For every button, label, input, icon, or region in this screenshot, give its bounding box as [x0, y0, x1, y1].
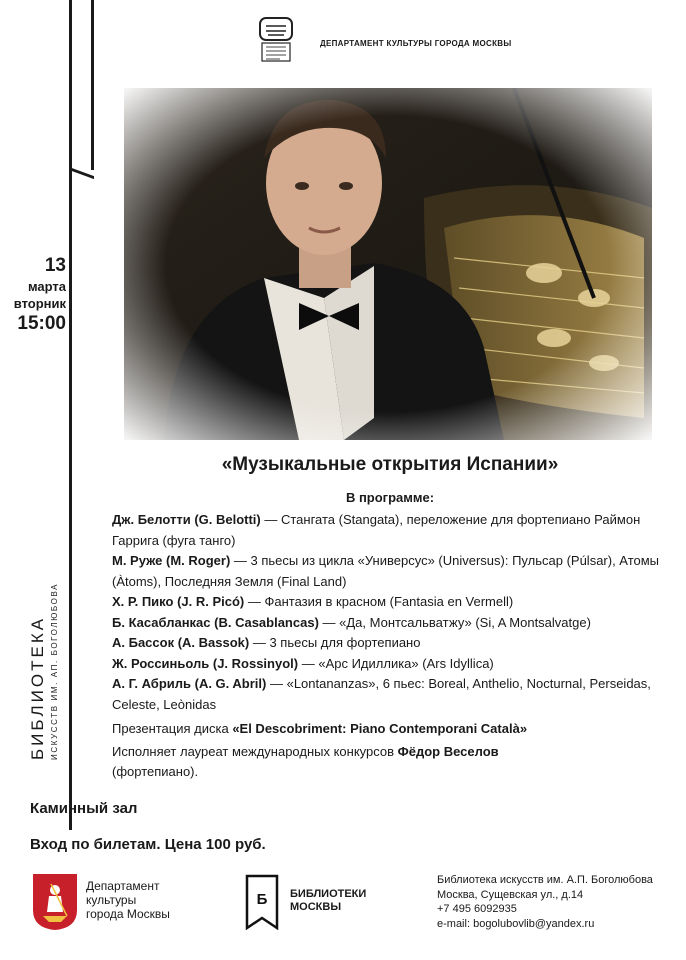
library-vertical-title: БИБЛИОТЕКА — [28, 615, 47, 760]
address-name: Библиотека искусств им. А.П. Боголюбова — [437, 874, 653, 886]
entry-price: Вход по билетам. Цена 100 руб. — [30, 836, 266, 853]
event-title: «Музыкальные открытия Испании» — [221, 454, 559, 475]
libraries-caption-line: МОСКВЫ — [290, 901, 342, 913]
libraries-caption-line: БИБЛИОТЕКИ — [290, 888, 367, 900]
program-work: — Стангата (Stangata), переложение для фортепиано Раймон Гаррига (фуга танго) — [112, 512, 641, 548]
program-item — [112, 510, 672, 551]
performer-prefix: Исполняет лауреат международных конкурсов — [112, 743, 398, 759]
program-work: — 3 пьесы для фортепиано — [249, 635, 421, 650]
program-composer: А. Г. Абриль (A. G. Abril) — [112, 676, 267, 691]
library-vertical-caption — [28, 580, 68, 760]
library-crest-logo — [258, 16, 294, 64]
library-vertical-subtitle: ИСКУССТВ ИМ. АП. БОГОЛЮБОВА — [50, 582, 59, 760]
moscow-libraries-logo — [245, 874, 279, 930]
program-composer: Х. Р. Пико (J. R. Picó) — [112, 594, 245, 609]
moscow-libraries-caption — [290, 888, 366, 914]
program-item — [112, 654, 672, 675]
program-heading: В программе: — [345, 490, 435, 505]
event-date — [4, 254, 66, 336]
performer-suffix: (фортепиано). — [112, 764, 199, 779]
moscow-dept-caption — [86, 879, 170, 921]
contact-info — [437, 873, 653, 931]
libraries-logo-letter: Б — [256, 891, 268, 908]
program-composer: Ж. Россиньоль (J. Rossinyol) — [112, 655, 299, 671]
event-day: 13 — [44, 255, 66, 276]
decorative-vertical-line — [69, 0, 72, 830]
pianist-photo — [124, 88, 652, 440]
program-work: — «Да, Монтсальватжу» (Si, A Montsalvatge) — [318, 614, 591, 630]
program-composer: М. Руже (M. Roger) — [112, 553, 231, 568]
department-header: ДЕПАРТАМЕНТ КУЛЬТУРЫ ГОРОДА МОСКВЫ — [320, 39, 512, 48]
phone-number: +7 495 6092935 — [437, 903, 517, 915]
program-item — [112, 633, 672, 654]
disc-prefix: Презентация диска — [112, 721, 233, 736]
address-street: Москва, Сущевская ул., д.14 — [437, 888, 584, 901]
program-item — [112, 592, 672, 613]
program-list — [112, 510, 672, 783]
event-weekday: вторник — [13, 296, 66, 311]
mos-caption-line: города Москвы — [86, 907, 170, 921]
email-label: e-mail: — [437, 917, 471, 930]
mos-caption-line: Департамент — [86, 879, 160, 893]
program-item — [112, 613, 672, 634]
venue-hall: Каминный зал — [30, 800, 138, 817]
program-work: — «Lontananzas», 6 пьес: Boreal, Anthelio, Nocturnal, Perseidas, Celeste, Leònidas — [112, 676, 651, 712]
moscow-coat-of-arms-icon — [31, 872, 79, 932]
performer-name: Фёдор Веселов — [397, 743, 499, 759]
email-line — [437, 917, 653, 932]
program-work: — 3 пьесы из цикла «Универсус» (Universus): Пульсар (Púlsar), Атомы (Àtoms), Последняя Земля (Final Land) — [112, 553, 660, 589]
disc-title: «El Descobriment: Piano Contemporani Català» — [232, 721, 528, 736]
event-time: 15:00 — [17, 313, 66, 334]
program-work: — «Арс Идиллика» (Ars Idyllica) — [298, 655, 494, 671]
program-work: — Фантазия в красном (Fantasia en Vermell) — [244, 594, 514, 609]
program-item — [112, 674, 672, 715]
program-composer: Дж. Белотти (G. Belotti) — [112, 512, 261, 527]
performer-info — [112, 742, 672, 783]
program-composer: А. Бассок (A. Bassok) — [112, 635, 250, 650]
decorative-vertical-line-short — [91, 0, 94, 170]
disc-presentation — [112, 719, 672, 740]
email-link[interactable]: bogolubovlib@yandex.ru — [473, 917, 595, 930]
event-month: марта — [27, 279, 66, 294]
program-composer: Б. Касабланкас (B. Casablancas) — [112, 614, 319, 630]
mos-caption-line: культуры — [86, 893, 137, 907]
program-item — [112, 551, 672, 592]
